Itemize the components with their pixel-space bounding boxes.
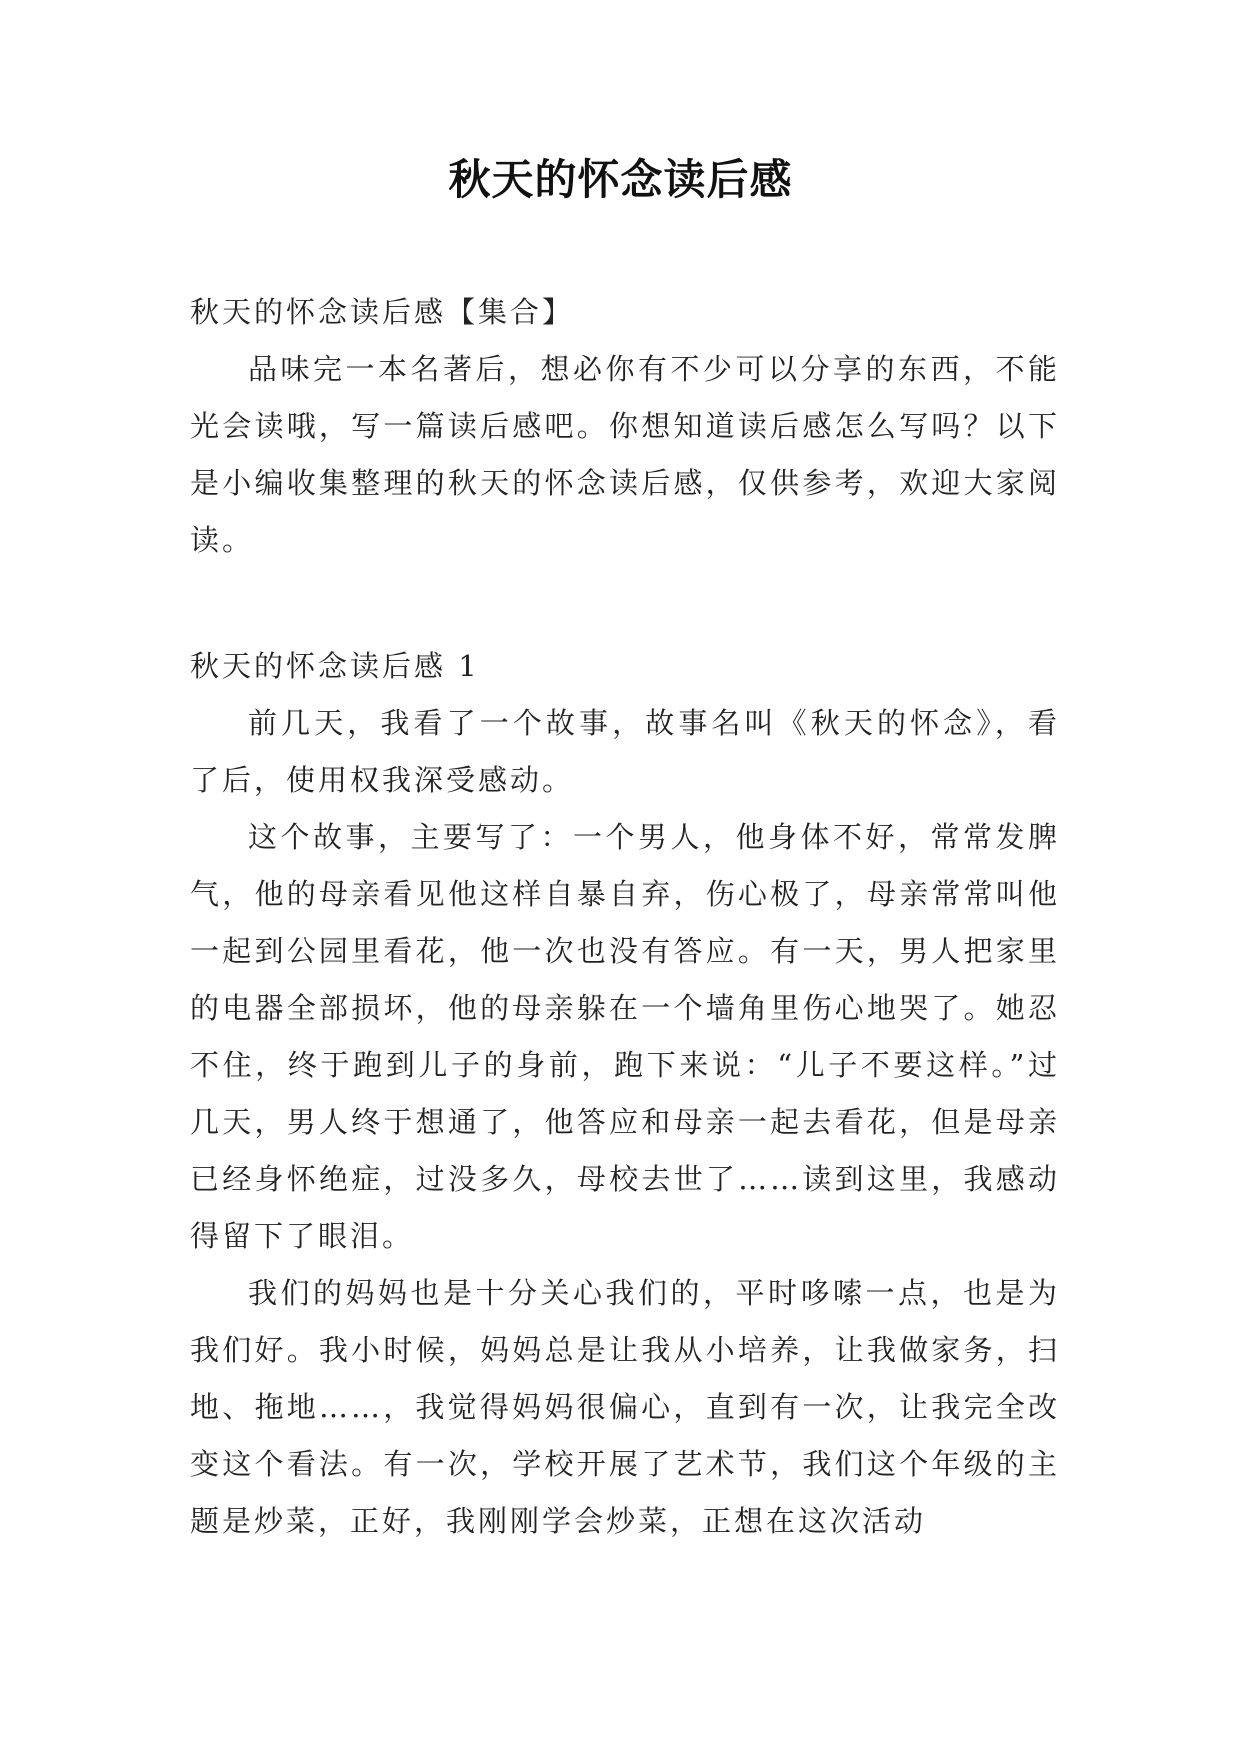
- body-paragraph: 这个故事，主要写了：一个男人，他身体不好，常常发脾气，他的母亲看见他这样自暴自弃，伤心极了，母亲常常叫他一起到公园里看花，他一次也没有答应。有一天，男人把家里的电器全部损坏，他的母亲躲在一个墙角里伤心地哭了。她忍不住，终于跑到儿子的身前，跑下来说：“儿子不要这样。”过几天，男人终于想通了，他答应和母亲一起去看花，但是母亲已经身怀绝症，过没多久，母校去世了……读到这里，我感动得留下了眼泪。: [190, 820, 1060, 1253]
- intro-block: [190, 284, 1060, 569]
- document-subtitle: 秋天的怀念读后感【集合】: [190, 295, 575, 329]
- body-paragraph: 前几天，我看了一个故事，故事名叫《秋天的怀念》，看了后，使用权我深受感动。: [190, 706, 1060, 797]
- body-paragraph: 我们的妈妈也是十分关心我们的，平时哆嗦一点，也是为我们好。我小时候，妈妈总是让我从小培养，让我做家务，扫地、拖地……，我觉得妈妈很偏心，直到有一次，让我完全改变这个看法。有一次，学校开展了艺术节，我们这个年级的主题是炒菜，正好，我刚刚学会炒菜，正想在这次活动: [190, 1276, 1060, 1538]
- section-1: [190, 638, 1060, 1550]
- section-heading: 秋天的怀念读后感 1: [190, 649, 480, 683]
- intro-paragraph: 品味完一本名著后，想必你有不少可以分享的东西，不能光会读哦，写一篇读后感吧。你想知道读后感怎么写吗？以下是小编收集整理的秋天的怀念读后感，仅供参考，欢迎大家阅读。: [190, 352, 1060, 557]
- document-title: 秋天的怀念读后感: [448, 155, 793, 204]
